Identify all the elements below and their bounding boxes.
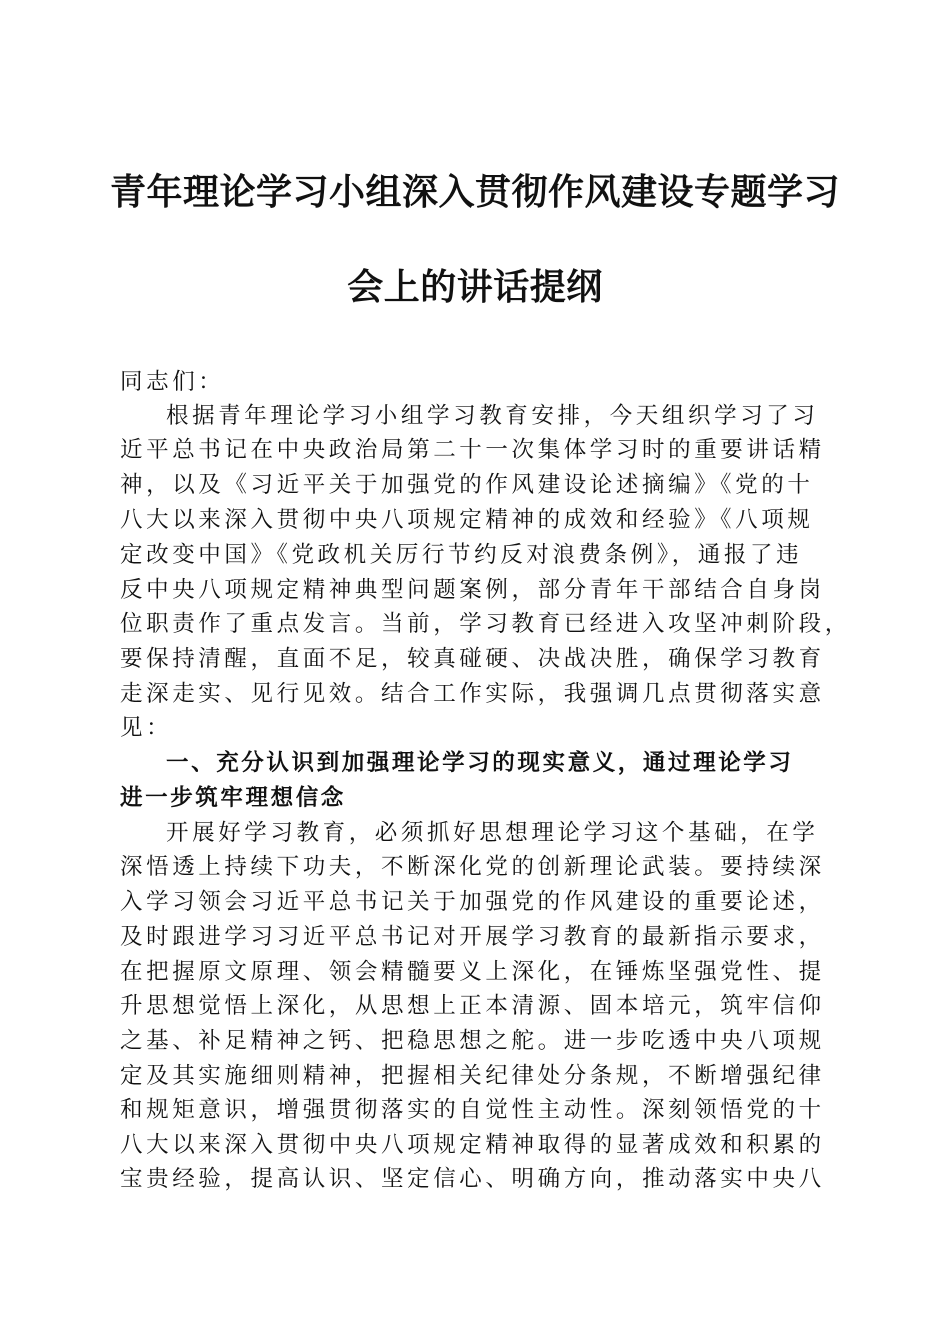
section-heading-line: 进一步筑牢理想信念 [120,785,346,811]
paragraph-line: 神，以及《习近平关于加强党的作风建设论述摘编》《党的十 [120,472,814,498]
paragraph-line: 之基、补足精神之钙、把稳思想之舵。进一步吃透中央八项规 [120,1028,825,1054]
paragraph-line: 宝贵经验，提高认识、坚定信心、明确方向，推动落实中央八 [120,1166,825,1192]
paragraph-line: 走深走实、见行见效。结合工作实际，我强调几点贯彻落实意 [120,681,825,707]
paragraph-line: 开展好学习教育，必须抓好思想理论学习这个基础，在学 [166,820,819,846]
paragraph-line: 升思想觉悟上深化，从思想上正本清源、固本培元，筑牢信仰 [120,993,825,1019]
paragraph-line: 反中央八项规定精神典型问题案例，部分青年干部结合自身岗 [120,577,825,603]
document-title-line-1: 青年理论学习小组深入贯彻作风建设专题学习 [109,171,840,213]
paragraph-line: 和规矩意识，增强贯彻落实的自觉性主动性。深刻领悟党的十 [120,1097,825,1123]
paragraph-line: 见： [120,715,173,741]
paragraph-line: 在把握原文原理、领会精髓要义上深化，在锤炼坚强党性、提 [120,959,825,985]
document-title-line-2: 会上的讲话提纲 [347,266,603,308]
paragraph-line: 深悟透上持续下功夫，不断深化党的创新理论武装。要持续深 [120,854,825,880]
salutation: 同志们： [120,369,225,395]
paragraph-line: 八大以来深入贯彻中央八项规定精神取得的显著成效和积累的 [120,1132,825,1158]
paragraph-line: 要保持清醒，直面不足，较真碰硬、决战决胜，确保学习教育 [120,646,825,672]
paragraph-line: 入学习领会习近平总书记关于加强党的作风建设的重要论述， [120,889,825,915]
paragraph-line: 位职责作了重点发言。当前，学习教育已经进入攻坚冲刺阶段， [120,611,851,637]
paragraph-line: 定及其实施细则精神，把握相关纪律处分条规，不断增强纪律 [120,1063,825,1089]
paragraph-line: 近平总书记在中央政治局第二十一次集体学习时的重要讲话精 [120,437,825,463]
paragraph-line: 定改变中国》《党政机关厉行节约反对浪费条例》，通报了违 [120,542,803,568]
paragraph-line: 八大以来深入贯彻中央八项规定精神的成效和经验》《八项规 [120,507,814,533]
paragraph-line: 根据青年理论学习小组学习教育安排，今天组织学习了习 [166,403,819,429]
paragraph-line: 及时跟进学习习近平总书记对开展学习教育的最新指示要求， [120,924,825,950]
section-heading-line: 一、充分认识到加强理论学习的现实意义，通过理论学习 [166,750,794,776]
